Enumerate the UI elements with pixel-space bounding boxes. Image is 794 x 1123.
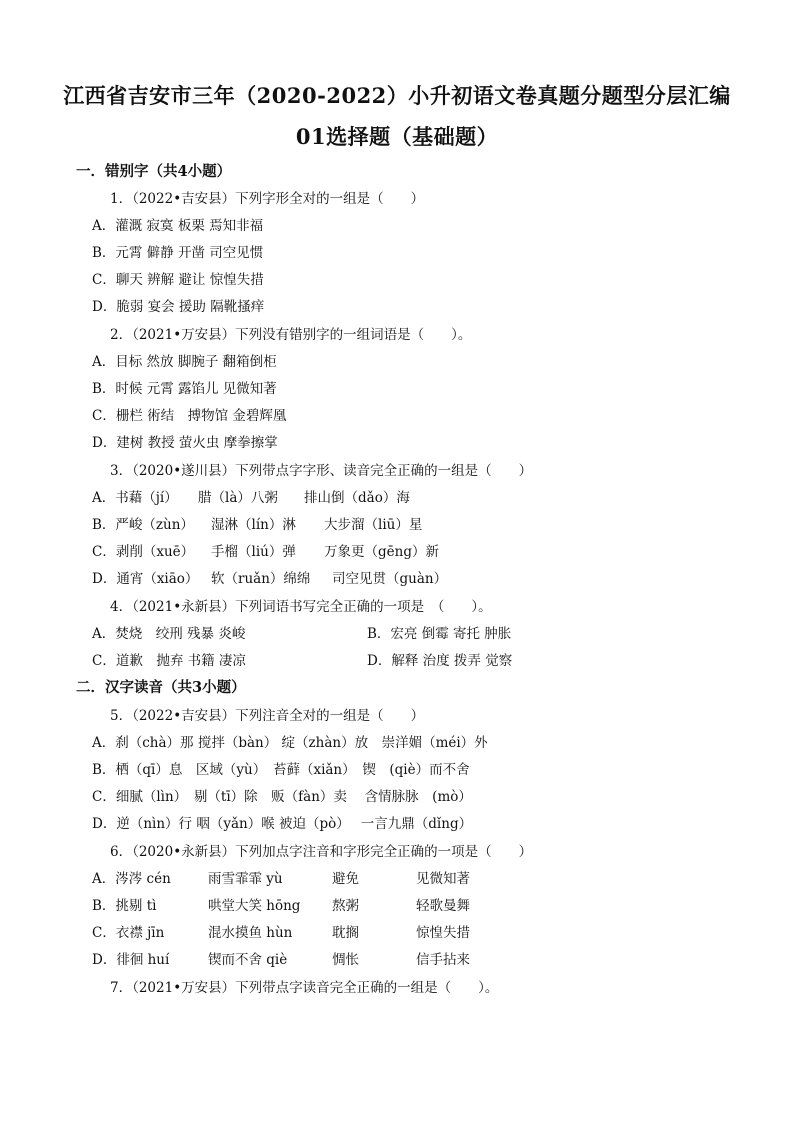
option-c: C．道歉 抛弃 书籍 凄凉	[92, 653, 246, 669]
option-cell: A．涔涔 cén	[92, 871, 171, 887]
option-cell: C．衣襟 jīn	[92, 925, 165, 941]
option-a: A．焚烧 绞刑 残暴 炎峻	[92, 626, 246, 642]
option-d: D．解释 治度 拨弄 觉察	[367, 653, 513, 669]
option-cell: D．徘徊 huí	[92, 952, 170, 968]
question-stem: 6．（2020•永新县）下列加点字注音和字形完全正确的一项是（ ）	[110, 844, 533, 860]
option-cell: 惆怅	[332, 952, 359, 968]
option-d: D．脆弱 宴会 援助 隔靴搔痒	[92, 299, 265, 315]
option-cell: 排山倒（dǎo）海	[304, 490, 410, 506]
option-b: B．栖（qī）息 区域（yù） 苔藓（xiǎn） 锲 (qiè）而不舍	[92, 762, 470, 778]
option-cell: 大步溜（liū）星	[324, 517, 423, 533]
option-cell: 万象更（gēng）新	[324, 544, 439, 560]
option-cell: 轻歌曼舞	[416, 898, 470, 914]
question-stem: 1．（2022•吉安县）下列字形全对的一组是（ ）	[110, 191, 425, 207]
option-b: B．时候 元霄 露馅儿 见微知著	[92, 381, 277, 397]
question-stem: 2．（2021•万安县）下列没有错别字的一组词语是（ ）。	[110, 327, 472, 343]
option-cell: 耽搁	[332, 925, 359, 941]
option-cell: 湿淋（lín）淋	[211, 517, 296, 533]
option-cell: 混水摸鱼 hùn	[208, 925, 293, 941]
document-title-line-1: 江西省吉安市三年（2020-2022）小升初语文卷真题分题型分层汇编	[63, 83, 731, 108]
option-cell: 避免	[332, 871, 359, 887]
option-cell: 哄堂大笑 hōng	[208, 898, 301, 914]
option-b: B．元霄 僻静 开凿 司空见惯	[92, 245, 264, 261]
option-c: C．细腻（lìn） 剔（tī）除 贩（fàn）卖 含情脉脉 (mò）	[92, 789, 472, 805]
question-stem: 4．（2021•永新县）下列词语书写完全正确的一项是 （ ）。	[110, 599, 492, 615]
option-b: B．宏亮 倒霉 寄托 肿胀	[367, 626, 512, 642]
question-stem: 7．（2021•万安县）下列带点字读音完全正确的一组是（ ）。	[110, 980, 499, 996]
question-stem: 5．（2022•吉安县）下列注音全对的一组是（ ）	[110, 708, 425, 724]
section-heading-typos: 一．错别字（共4小题）	[76, 163, 232, 180]
question-stem: 3．（2020•遂川县）下列带点字字形、读音完全正确的一组是（ ）	[110, 463, 533, 479]
option-cell: B．严峻（zùn）	[92, 517, 194, 533]
option-cell: 雨雪霏霏 yù	[208, 871, 283, 887]
option-cell: 腊（là）八粥	[198, 490, 278, 506]
option-cell: 信手拈来	[416, 952, 470, 968]
option-cell: 司空见贯（guàn）	[332, 571, 448, 587]
option-cell: 见微知著	[416, 871, 470, 887]
option-a: A．刹（chà）那 搅拌（bàn） 绽（zhàn）放 崇洋媚（méi）外	[92, 735, 488, 751]
document-title-line-2: 01选择题（基础题）	[295, 124, 499, 149]
option-cell: C．剥削（xuē）	[92, 544, 195, 560]
option-a: A．灌溉 寂寞 板栗 焉知非福	[92, 218, 264, 234]
option-cell: 手榴（liú）弹	[211, 544, 296, 560]
option-c: C．栅栏 術结 搏物馆 金碧辉凰	[92, 408, 287, 424]
option-cell: B．挑剔 tì	[92, 898, 157, 914]
option-cell: 熬粥	[332, 898, 359, 914]
option-cell: D．通宵（xiāo）	[92, 571, 199, 587]
option-cell: 锲而不舍 qiè	[208, 952, 288, 968]
option-a: A．目标 然放 脚腕子 翻箱倒柜	[92, 354, 277, 370]
option-cell: 惊惶失措	[416, 925, 470, 941]
option-d: D．逆（nìn）行 咽（yǎn）喉 被迫（pò） 一言九鼎（dǐng）	[92, 816, 473, 832]
option-cell: 软（ruǎn）绵绵	[211, 571, 311, 587]
option-d: D．建树 教授 萤火虫 摩拳擦掌	[92, 435, 278, 451]
option-cell: A．书藉（jí）	[92, 490, 178, 506]
option-c: C．聊天 辨解 避让 惊惶失措	[92, 272, 264, 288]
section-heading-pronunciation: 二．汉字读音（共3小题）	[76, 679, 246, 696]
